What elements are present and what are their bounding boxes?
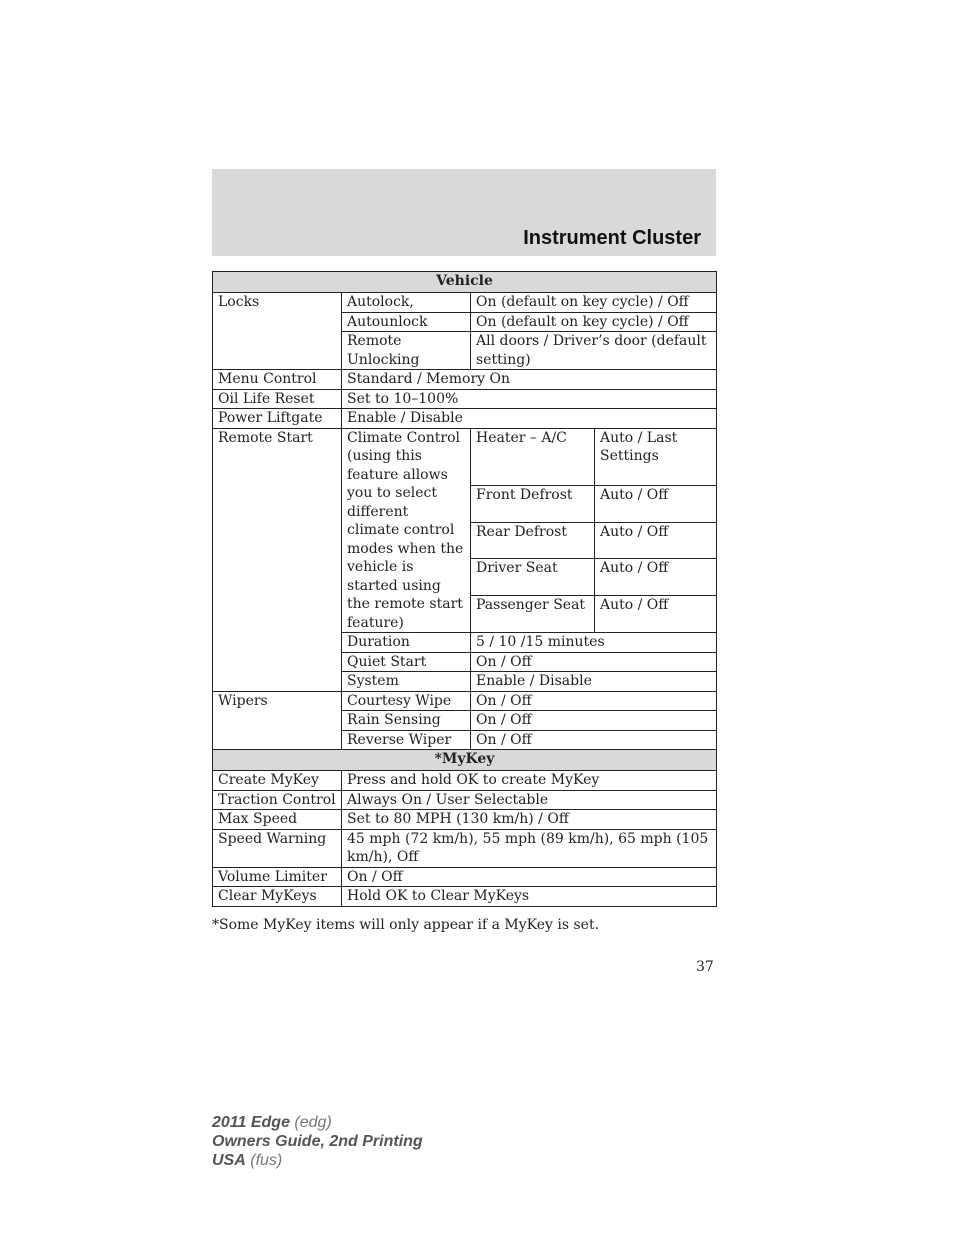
climate-value: Auto / Off: [595, 522, 717, 559]
locks-option: Autolock,: [342, 293, 471, 313]
wipers-value: On / Off: [471, 691, 717, 711]
mykey-table-title: *MyKey: [213, 750, 717, 771]
locks-option: Remote Unlocking: [342, 332, 471, 370]
locks-value: All doors / Driver’s door (default setting): [471, 332, 717, 370]
oil-life-reset-value: Set to 10–100%: [342, 389, 717, 409]
mykey-value: Hold OK to Clear MyKeys: [342, 887, 717, 907]
footer-model-code: (edg): [294, 1114, 332, 1131]
section-header-band: [212, 169, 716, 256]
climate-value: Auto / Off: [595, 559, 717, 596]
climate-value: Auto / Last Settings: [595, 428, 717, 485]
wipers-value: On / Off: [471, 711, 717, 731]
mykey-footnote: *Some MyKey items will only appear if a MyKey is set.: [212, 917, 600, 933]
footer-model: 2011 Edge: [212, 1114, 290, 1131]
power-liftgate-value: Enable / Disable: [342, 409, 717, 429]
mykey-option: Volume Limiter: [213, 867, 342, 887]
menu-control-label: Menu Control: [213, 370, 342, 390]
table-row: [213, 810, 717, 830]
power-liftgate-label: Power Liftgate: [213, 409, 342, 429]
mykey-option: Clear MyKeys: [213, 887, 342, 907]
wipers-option: Rain Sensing: [342, 711, 471, 731]
wipers-value: On / Off: [471, 730, 717, 750]
climate-option: Passenger Seat: [471, 596, 595, 633]
section-title: Instrument Cluster: [523, 227, 701, 249]
climate-value: Auto / Off: [595, 485, 717, 522]
locks-label: Locks: [213, 293, 342, 370]
mykey-value: Always On / User Selectable: [342, 790, 717, 810]
wipers-option: Reverse Wiper: [342, 730, 471, 750]
climate-control-label: Climate Control (using this feature allows you to select different climate control modes when the vehicle is started using the remote start feature): [342, 428, 471, 633]
table-row: [213, 370, 717, 390]
remote-start-value: Enable / Disable: [471, 672, 717, 692]
wipers-label: Wipers: [213, 691, 342, 750]
table-row: [213, 691, 717, 711]
locks-option: Autounlock: [342, 312, 471, 332]
table-row: [213, 771, 717, 791]
remote-start-option: Duration: [342, 633, 471, 653]
remote-start-value: On / Off: [471, 652, 717, 672]
page-number: 37: [696, 959, 714, 975]
table-row: [213, 829, 717, 867]
menu-control-value: Standard / Memory On: [342, 370, 717, 390]
mykey-value: Set to 80 MPH (130 km/h) / Off: [342, 810, 717, 830]
footer-line-2: [212, 1132, 423, 1151]
climate-option: Heater – A/C: [471, 428, 595, 485]
remote-start-option: System: [342, 672, 471, 692]
footer-line-1: [212, 1113, 423, 1132]
oil-life-reset-label: Oil Life Reset: [213, 389, 342, 409]
remote-start-option: Quiet Start: [342, 652, 471, 672]
remote-start-value: 5 / 10 /15 minutes: [471, 633, 717, 653]
remote-start-label: Remote Start: [213, 428, 342, 691]
climate-value: Auto / Off: [595, 596, 717, 633]
climate-option: Rear Defrost: [471, 522, 595, 559]
table-row: [213, 389, 717, 409]
table-row: [213, 887, 717, 907]
table-row: [213, 790, 717, 810]
locks-value: On (default on key cycle) / Off: [471, 293, 717, 313]
table-row: [213, 293, 717, 313]
locks-value: On (default on key cycle) / Off: [471, 312, 717, 332]
mykey-option: Max Speed: [213, 810, 342, 830]
document-footer: [212, 1113, 423, 1170]
footer-market-code: (fus): [250, 1152, 283, 1169]
mykey-option: Create MyKey: [213, 771, 342, 791]
table-row: [213, 867, 717, 887]
vehicle-settings-table: [212, 271, 717, 750]
mykey-value: Press and hold OK to create MyKey: [342, 771, 717, 791]
climate-option: Driver Seat: [471, 559, 595, 596]
mykey-option: Traction Control: [213, 790, 342, 810]
footer-line-3: [212, 1151, 423, 1170]
mykey-value: On / Off: [342, 867, 717, 887]
climate-option: Front Defrost: [471, 485, 595, 522]
footer-market: USA: [212, 1152, 246, 1169]
table-row: [213, 428, 717, 485]
table-row: [213, 409, 717, 429]
footer-guide: Owners Guide, 2nd Printing: [212, 1133, 423, 1150]
mykey-settings-table: [212, 749, 717, 907]
mykey-option: Speed Warning: [213, 829, 342, 867]
vehicle-table-title: Vehicle: [213, 272, 717, 293]
wipers-option: Courtesy Wipe: [342, 691, 471, 711]
mykey-value: 45 mph (72 km/h), 55 mph (89 km/h), 65 mph (105 km/h), Off: [342, 829, 717, 867]
